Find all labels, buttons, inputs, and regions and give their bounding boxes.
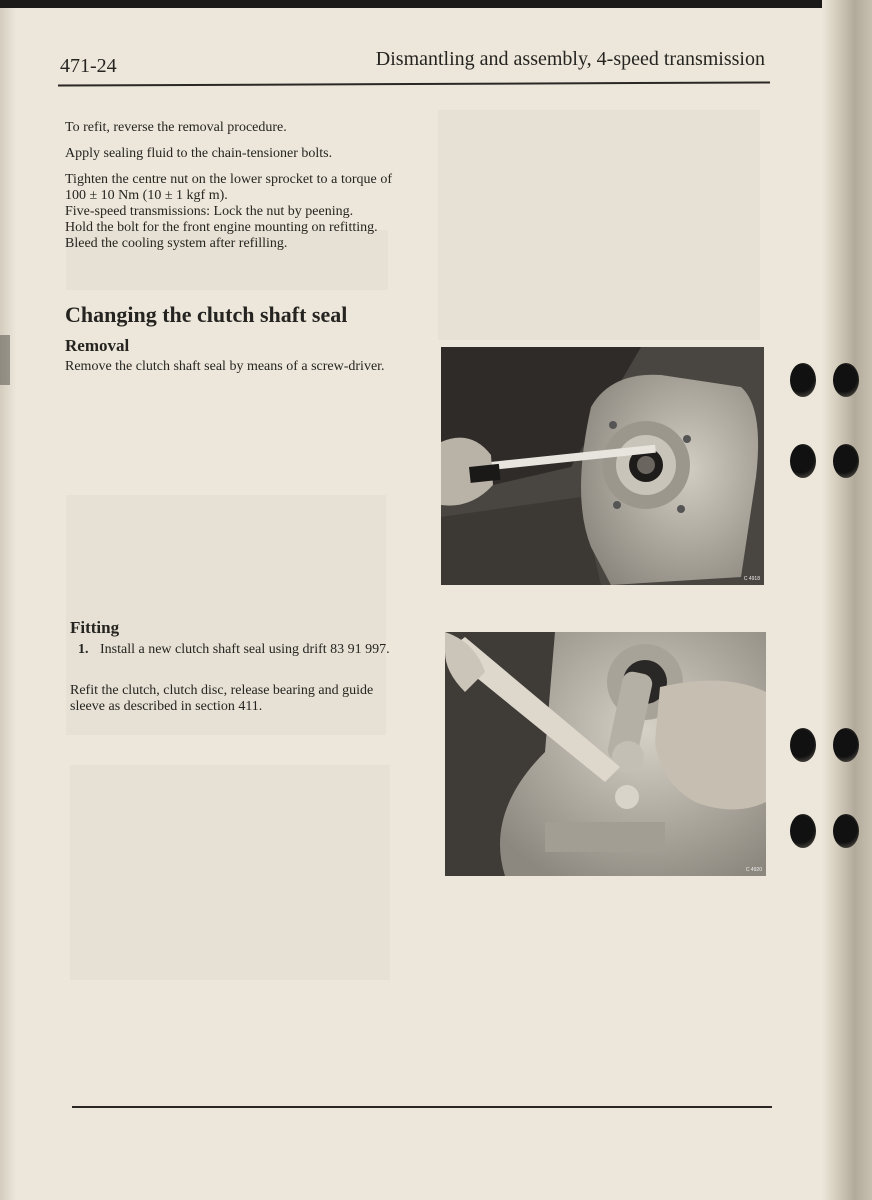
fitting-step [78, 642, 398, 658]
binder-hole [833, 444, 859, 478]
header-rule [58, 81, 770, 86]
scan-top-edge [0, 0, 872, 8]
figure-seal-removal-photo [441, 347, 764, 585]
bleed-through-block-4 [70, 765, 390, 980]
binder-hole [790, 363, 816, 397]
binder-hole [833, 814, 859, 848]
fitting-after-text: Refit the clutch, clutch disc, release bearing and guide sleeve as described in section 411. [70, 683, 374, 714]
figure-1-code: C 4918 [743, 576, 760, 582]
removal-text: Remove the clutch shaft seal by means of a screw-driver. [65, 359, 385, 374]
section-title: Changing the clutch shaft seal [65, 302, 348, 327]
binder-hole [790, 444, 816, 478]
removal-heading: Removal [65, 336, 130, 355]
figure-2-code: C 4920 [745, 867, 762, 873]
fitting-step-number: 1. [78, 642, 89, 657]
binder-hole [790, 814, 816, 848]
binder-hole [790, 728, 816, 762]
binder-hole [833, 728, 859, 762]
page-number: 471-24 [60, 55, 117, 77]
running-title: Dismantling and assembly, 4-speed transmission [375, 48, 765, 70]
fitting-step-text: Install a new clutch shaft seal using drift 83 91 997. [100, 642, 390, 657]
bleed-through-block-1 [438, 110, 760, 340]
refit-paragraph-block [65, 120, 392, 252]
footer-rule [72, 1106, 772, 1108]
figure-seal-fitting-photo [445, 632, 766, 876]
page-tab-mark [0, 335, 10, 385]
refit-line-1: To refit, reverse the removal procedure. [65, 120, 287, 135]
refit-line-4: Five-speed transmissions: Lock the nut by peening. [65, 204, 354, 219]
page-left-shadow [0, 8, 16, 1200]
refit-line-2: Apply sealing fluid to the chain-tensioner bolts. [65, 146, 333, 161]
binder-hole [833, 363, 859, 397]
refit-line-5: Hold the bolt for the front engine mounting on refitting. [65, 220, 378, 235]
refit-line-6: Bleed the cooling system after refilling. [65, 236, 288, 251]
binder-spine-shadow [822, 0, 872, 1200]
refit-line-3: Tighten the centre nut on the lower sprocket to a torque of 100 ± 10 Nm (10 ± 1 kgf m). [65, 172, 392, 203]
fitting-heading: Fitting [70, 618, 120, 637]
